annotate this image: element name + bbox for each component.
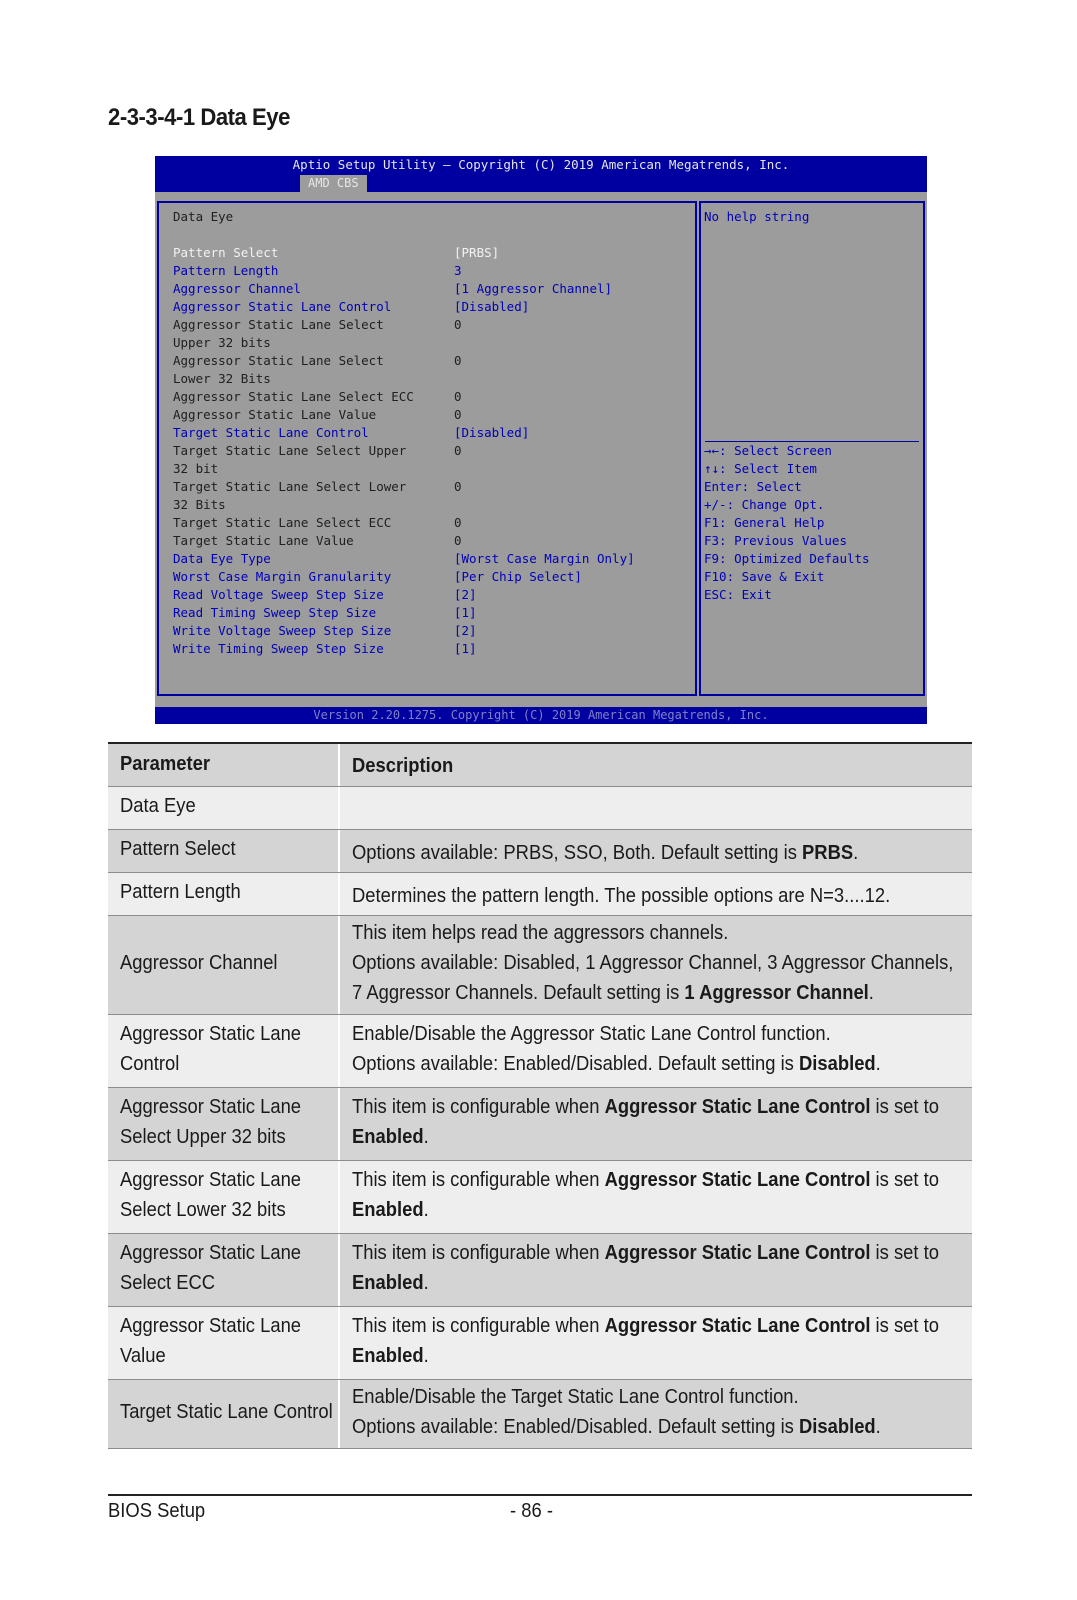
parameter-name [120,948,313,978]
parameter-description [352,1092,939,1152]
description-line [352,1268,913,1298]
description-line [352,1382,913,1412]
bios-key-help-line: ↑↓: Select Item [704,461,817,476]
bios-item-label: Upper 32 bits [173,335,271,350]
parameter-description [352,1311,939,1371]
bios-item-label[interactable]: Data Eye Type [173,551,271,566]
table-row [108,1380,972,1449]
bios-item-label: Aggressor Static Lane Select [173,353,384,368]
bios-item-label: 32 bit [173,461,219,476]
table-row [108,830,972,873]
bios-item-label[interactable]: Pattern Length [173,263,279,278]
description-text: 7 Aggressor Channels. Default setting is [352,982,685,1004]
page-number: - 86 - [510,1500,553,1522]
bios-item-value[interactable]: 3 [454,263,462,278]
parameter-name [120,1092,313,1152]
parameter-name-line: Aggressor Static Lane [120,1096,302,1118]
bios-item-value: 0 [454,515,462,530]
description-line [352,1019,913,1049]
table-row [108,1234,972,1307]
description-text: This item is configurable when [352,1315,605,1337]
bios-footer: Version 2.20.1275. Copyright (C) 2019 American Megatrends, Inc. [155,707,927,724]
bios-item-value: 0 [454,389,462,404]
parameter-name-line: Aggressor Channel [120,952,278,974]
parameter-name [120,1165,313,1225]
description-bold-text: Disabled [798,1053,876,1075]
bios-item-value: 0 [454,317,462,332]
bios-item-label: Aggressor Static Lane Select [173,317,384,332]
bios-key-help-line: F9: Optimized Defaults [704,551,870,566]
bios-item-label[interactable]: Read Voltage Sweep Step Size [173,587,384,602]
bios-item-label: 32 Bits [173,497,226,512]
bios-item-label[interactable]: Read Timing Sweep Step Size [173,605,377,620]
parameter-name-line: Select Upper 32 bits [120,1126,286,1148]
description-line [352,1165,939,1195]
column-separator [338,830,340,872]
bios-item-value[interactable]: [2] [454,623,477,638]
description-text: . [868,982,874,1004]
description-line [352,1238,939,1268]
description-bold-text: Aggressor Static Lane Control [604,1096,871,1118]
parameter-description [352,918,954,1008]
bios-item-value[interactable]: [PRBS] [454,245,500,260]
bios-item-value: 0 [454,533,462,548]
bios-item-value: 0 [454,353,462,368]
bios-tab-amd-cbs[interactable]: AMD CBS [300,175,367,192]
bios-item-value: 0 [454,407,462,422]
description-text: Determines the pattern length. The possible options are N=3....12. [352,885,891,907]
bios-item-label: Lower 32 Bits [173,371,271,386]
description-bold-text: Enabled [352,1199,424,1221]
description-text: Options available: Enabled/Disabled. Default setting is [352,1416,799,1438]
description-text: is set to [870,1242,939,1264]
bios-item-label[interactable]: Aggressor Static Lane Control [173,299,392,314]
bios-item-value[interactable]: [2] [454,587,477,602]
description-text: Enable/Disable the Target Static Lane Control function. [352,1386,799,1408]
parameter-name-line: Aggressor Static Lane [120,1242,302,1264]
description-bold-text: Enabled [352,1345,424,1367]
description-line [352,1122,913,1152]
footer-section-name: BIOS Setup [108,1500,206,1522]
bios-help-panel [699,201,925,696]
description-line [352,1049,913,1079]
bios-key-help-line: F10: Save & Exit [704,569,825,584]
bios-item-value[interactable]: [1 Aggressor Channel] [454,281,613,296]
bios-item-label: Target Static Lane Select Lower [173,479,407,494]
column-separator [338,1234,340,1306]
description-line [352,918,913,948]
bios-item-label[interactable]: Aggressor Channel [173,281,301,296]
description-text: . [423,1199,429,1221]
parameter-name-line: Aggressor Static Lane [120,1169,302,1191]
parameter-description [352,1019,913,1079]
parameter-name [120,1238,313,1298]
table-row [108,1161,972,1234]
bios-key-help-line: ESC: Exit [704,587,772,602]
parameter-name-line: Aggressor Static Lane [120,1023,302,1045]
section-title: 2-3-3-4-1 Data Eye [108,104,290,131]
parameter-name-line: Data Eye [120,795,196,817]
description-bold-text: Aggressor Static Lane Control [604,1242,871,1264]
column-separator [338,744,340,786]
bios-item-label[interactable]: Worst Case Margin Granularity [173,569,392,584]
bios-item-label: Target Static Lane Select Upper [173,443,407,458]
parameter-name [120,1311,313,1371]
bios-item-value[interactable]: [Worst Case Margin Only] [454,551,635,566]
description-bold-text: 1 Aggressor Channel [684,982,869,1004]
parameter-name [120,1397,333,1427]
description-bold-text: Enabled [352,1272,424,1294]
table-row [108,1015,972,1088]
description-text: This item is configurable when [352,1242,605,1264]
header-description: Description [352,755,454,777]
bios-item-value: 0 [454,443,462,458]
table-row [108,1088,972,1161]
parameter-name-line: Select Lower 32 bits [120,1199,286,1221]
bios-utility-title: Aptio Setup Utility – Copyright (C) 2019 American Megatrends, Inc. [292,157,790,172]
description-line [352,1311,939,1341]
table-row [108,873,972,916]
description-line [352,978,913,1008]
description-line [352,1195,913,1225]
description-text: . [423,1272,429,1294]
parameter-name-line: Target Static Lane Control [120,1401,333,1423]
description-text: is set to [870,1096,939,1118]
parameter-description [352,1165,939,1225]
bios-item-label[interactable]: Write Timing Sweep Step Size [173,641,384,656]
bios-item-label[interactable]: Target Static Lane Control [173,425,369,440]
bios-item-label: Aggressor Static Lane Select ECC [173,389,414,404]
column-separator [338,1161,340,1233]
description-text: . [875,1053,881,1075]
description-text: is set to [870,1315,939,1337]
bios-item-value[interactable]: [Per Chip Select] [454,569,582,584]
description-line [352,1341,913,1371]
bios-key-help-line: F3: Previous Values [704,533,847,548]
parameter-description [352,838,913,868]
description-text: . [423,1345,429,1367]
description-text: This item is configurable when [352,1096,605,1118]
description-line [352,881,913,911]
description-text: Options available: Enabled/Disabled. Default setting is [352,1053,799,1075]
parameter-description [352,1238,939,1298]
header-parameter: Parameter [120,753,211,775]
parameter-table [108,742,972,1449]
column-separator [338,1307,340,1379]
footer-rule [108,1494,972,1496]
parameter-name-line: Aggressor Static Lane [120,1315,302,1337]
bios-key-help-line: +/-: Change Opt. [704,497,825,512]
bios-menu-title: Data Eye [173,209,234,224]
column-separator [338,1088,340,1160]
bios-item-value[interactable]: [Disabled] [454,299,530,314]
description-bold-text: Disabled [798,1416,876,1438]
table-row [108,916,972,1015]
description-line [352,838,913,868]
description-bold-text: Enabled [352,1126,424,1148]
bios-item-value[interactable]: [1] [454,605,477,620]
description-text: Options available: Disabled, 1 Aggressor Channel, 3 Aggressor Channels, [352,952,954,974]
description-text: is set to [870,1169,939,1191]
table-row [108,787,972,830]
parameter-name-line: Pattern Length [120,881,241,903]
bios-item-label[interactable]: Write Voltage Sweep Step Size [173,623,392,638]
description-bold-text: Aggressor Static Lane Control [604,1315,871,1337]
description-line [352,1412,913,1442]
parameter-name [120,1019,313,1079]
column-separator [338,873,340,915]
description-line [352,1092,939,1122]
parameter-name [120,877,313,907]
description-bold-text: PRBS [802,842,854,864]
bios-item-value: 0 [454,479,462,494]
parameter-name-line: Control [120,1053,180,1075]
bios-key-help-line: Enter: Select [704,479,802,494]
description-text: . [423,1126,429,1148]
description-text: Options available: PRBS, SSO, Both. Default setting is [352,842,803,864]
parameter-name [120,834,313,864]
column-separator [338,916,340,1014]
column-separator [338,787,340,829]
parameter-name-line: Value [120,1345,166,1367]
table-header-row [108,742,972,787]
bios-item-label: Aggressor Static Lane Value [173,407,377,422]
parameter-description [352,1382,913,1442]
bios-item-value[interactable]: [1] [454,641,477,656]
bios-item-label: Target Static Lane Select ECC [173,515,392,530]
parameter-description [352,881,913,911]
parameter-name-line: Pattern Select [120,838,236,860]
parameter-name [120,791,313,821]
column-separator [338,1015,340,1087]
bios-item-label: Target Static Lane Value [173,533,354,548]
description-line [352,948,954,978]
bios-menu-panel [157,201,697,696]
description-text: This item helps read the aggressors channels. [352,922,729,944]
description-text: . [875,1416,881,1438]
parameter-name-line: Select ECC [120,1272,216,1294]
description-bold-text: Aggressor Static Lane Control [604,1169,871,1191]
table-row [108,1307,972,1380]
column-separator [338,1380,340,1448]
bios-item-label[interactable]: Pattern Select [173,245,279,260]
description-text: Enable/Disable the Aggressor Static Lane Control function. [352,1023,831,1045]
bios-item-value[interactable]: [Disabled] [454,425,530,440]
bios-header [155,156,927,192]
bios-key-help-line: →←: Select Screen [704,443,832,458]
bios-help-text: No help string [704,209,810,224]
description-text: . [853,842,859,864]
bios-key-help-line: F1: General Help [704,515,825,530]
bios-screenshot [155,156,927,724]
description-text: This item is configurable when [352,1169,605,1191]
